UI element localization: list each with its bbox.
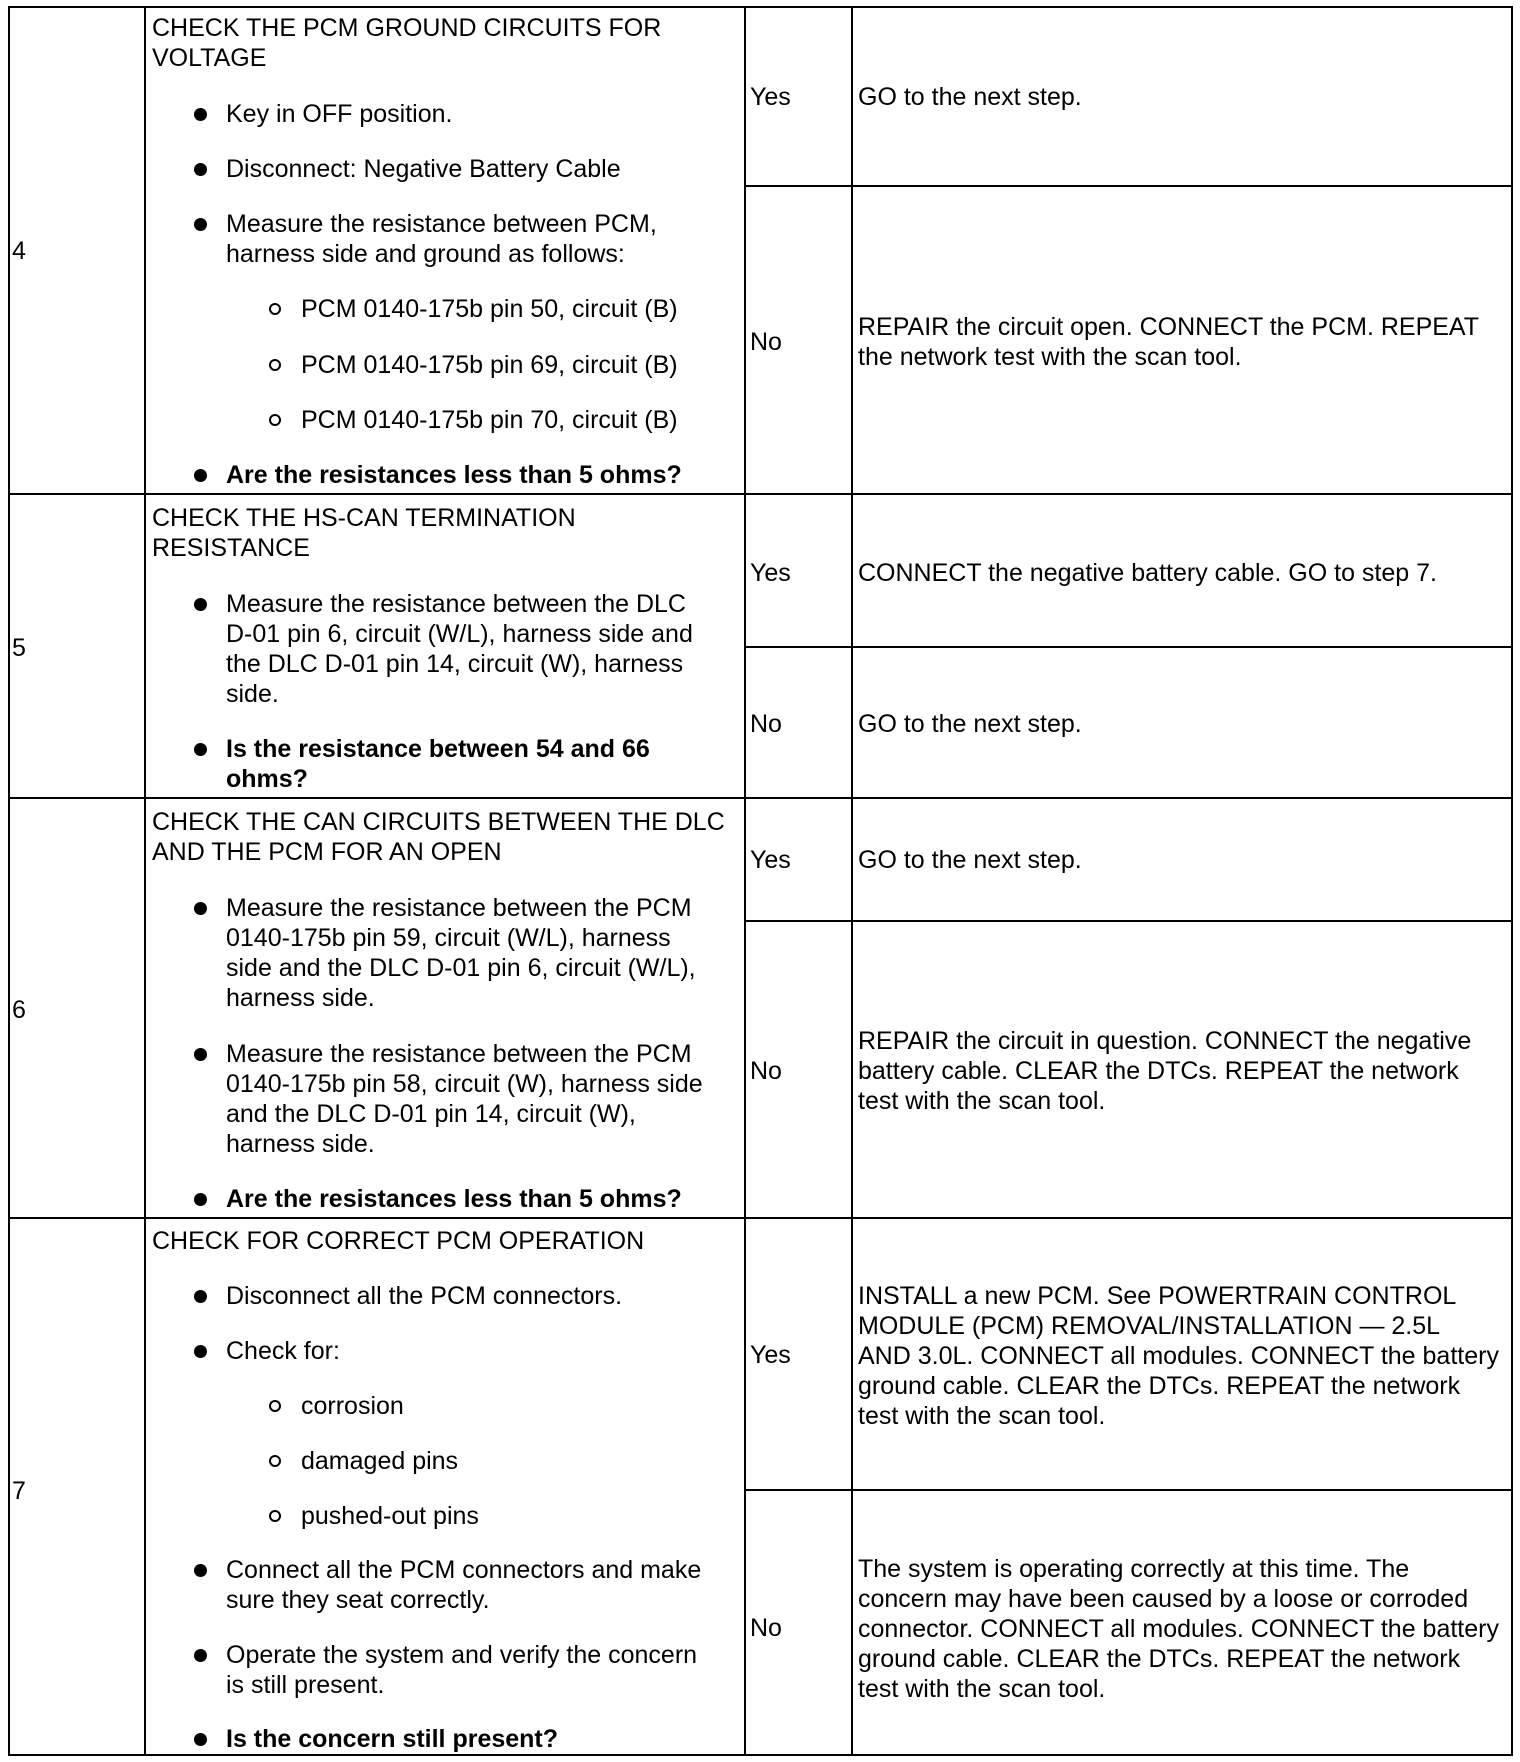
yes-action: GO to the next step. [858, 846, 1082, 874]
sub-bullet-icon [269, 303, 281, 315]
bullet-icon [194, 1048, 207, 1061]
step-title: CHECK THE PCM GROUND CIRCUITS FOR [152, 14, 662, 42]
check-item: Check for: [226, 1337, 340, 1365]
step-number: 6 [12, 996, 26, 1024]
check-item: and the DLC D-01 pin 14, circuit (W), [226, 1100, 636, 1128]
check-item: sure they seat correctly. [226, 1586, 490, 1614]
sub-item: damaged pins [301, 1447, 459, 1475]
check-item: Measure the resistance between the PCM [226, 894, 692, 922]
answer-divider [744, 646, 1513, 648]
bullet-icon [194, 902, 207, 915]
yes-action: ground cable. CLEAR the DTCs. REPEAT the network [858, 1372, 1461, 1400]
check-item: 0140-175b pin 58, circuit (W), harness side [226, 1070, 703, 1098]
row-divider [8, 1217, 1513, 1219]
yes-action: MODULE (PCM) REMOVAL/INSTALLATION — 2.5L [858, 1312, 1441, 1340]
check-item: Key in OFF position. [226, 100, 453, 128]
step-number: 5 [12, 634, 26, 662]
step-number: 4 [12, 237, 26, 265]
check-item: Operate the system and verify the concern [226, 1641, 698, 1669]
sub-bullet-icon [269, 414, 281, 426]
no-action: concern may have been caused by a loose or corroded [858, 1585, 1469, 1613]
no-action: REPAIR the circuit open. CONNECT the PCM. REPEAT [858, 313, 1480, 341]
column-divider [744, 6, 746, 1756]
no-action: GO to the next step. [858, 710, 1082, 738]
step-title: VOLTAGE [152, 44, 267, 72]
check-question: Are the resistances less than 5 ohms? [226, 1185, 682, 1213]
check-item: harness side and ground as follows: [226, 240, 625, 268]
bullet-icon [194, 1290, 207, 1303]
step-title: CHECK FOR CORRECT PCM OPERATION [152, 1227, 645, 1255]
answer-divider [744, 1489, 1513, 1491]
no-action: test with the scan tool. [858, 1675, 1106, 1703]
row-divider [8, 493, 1513, 495]
bullet-icon [194, 218, 207, 231]
no-action: connector. CONNECT all modules. CONNECT the battery [858, 1615, 1499, 1643]
sub-item: PCM 0140-175b pin 50, circuit (B) [301, 295, 678, 323]
yes-action: AND 3.0L. CONNECT all modules. CONNECT the battery [858, 1342, 1499, 1370]
bullet-icon [194, 469, 207, 482]
bullet-icon [194, 108, 207, 121]
row-divider [8, 797, 1513, 799]
step-number: 7 [12, 1477, 26, 1505]
bullet-icon [194, 1733, 207, 1746]
check-item: Measure the resistance between PCM, [226, 210, 657, 238]
sub-item: PCM 0140-175b pin 69, circuit (B) [301, 351, 678, 379]
check-question: Are the resistances less than 5 ohms? [226, 461, 682, 489]
column-divider [851, 6, 853, 1756]
yes-label: Yes [750, 559, 791, 587]
check-item: is still present. [226, 1671, 385, 1699]
check-item: the DLC D-01 pin 14, circuit (W), harness [226, 650, 684, 678]
yes-action: test with the scan tool. [858, 1402, 1106, 1430]
no-action: battery cable. CLEAR the DTCs. REPEAT the network [858, 1057, 1459, 1085]
bullet-icon [194, 1345, 207, 1358]
no-label: No [750, 1057, 782, 1085]
check-item: Connect all the PCM connectors and make [226, 1556, 702, 1584]
no-label: No [750, 1614, 782, 1642]
yes-label: Yes [750, 1341, 791, 1369]
check-item: 0140-175b pin 59, circuit (W/L), harness [226, 924, 671, 952]
no-action: REPAIR the circuit in question. CONNECT the negative [858, 1027, 1472, 1055]
yes-label: Yes [750, 846, 791, 874]
yes-label: Yes [750, 83, 791, 111]
step-title: AND THE PCM FOR AN OPEN [152, 838, 502, 866]
sub-bullet-icon [269, 359, 281, 371]
bullet-icon [194, 163, 207, 176]
sub-item: pushed-out pins [301, 1502, 479, 1530]
bullet-icon [194, 1649, 207, 1662]
bullet-icon [194, 743, 207, 756]
no-action: ground cable. CLEAR the DTCs. REPEAT the network [858, 1645, 1461, 1673]
check-item: Disconnect all the PCM connectors. [226, 1282, 623, 1310]
sub-item: PCM 0140-175b pin 70, circuit (B) [301, 406, 678, 434]
step-title: CHECK THE CAN CIRCUITS BETWEEN THE DLC [152, 808, 725, 836]
no-action: test with the scan tool. [858, 1087, 1106, 1115]
check-question: Is the resistance between 54 and 66 [226, 735, 650, 763]
sub-bullet-icon [269, 1510, 281, 1522]
bullet-icon [194, 1564, 207, 1577]
answer-divider [744, 185, 1513, 187]
check-item: D-01 pin 6, circuit (W/L), harness side and [226, 620, 693, 648]
no-action: The system is operating correctly at this time. The [858, 1555, 1410, 1583]
step-title: RESISTANCE [152, 534, 310, 562]
check-item: Disconnect: Negative Battery Cable [226, 155, 621, 183]
step-title: CHECK THE HS-CAN TERMINATION [152, 504, 576, 532]
sub-item: corrosion [301, 1392, 404, 1420]
check-item: side and the DLC D-01 pin 6, circuit (W/L), [226, 954, 696, 982]
check-item: harness side. [226, 984, 375, 1012]
sub-bullet-icon [269, 1400, 281, 1412]
no-action: the network test with the scan tool. [858, 343, 1242, 371]
check-item: harness side. [226, 1130, 375, 1158]
column-divider [144, 6, 146, 1756]
yes-action: GO to the next step. [858, 83, 1082, 111]
check-item: Measure the resistance between the DLC [226, 590, 686, 618]
bullet-icon [194, 1193, 207, 1206]
yes-action: INSTALL a new PCM. See POWERTRAIN CONTROL [858, 1282, 1457, 1310]
check-item: side. [226, 680, 279, 708]
bullet-icon [194, 598, 207, 611]
answer-divider [744, 920, 1513, 922]
check-question: ohms? [226, 765, 308, 793]
check-item: Measure the resistance between the PCM [226, 1040, 692, 1068]
sub-bullet-icon [269, 1455, 281, 1467]
yes-action: CONNECT the negative battery cable. GO to step 7. [858, 559, 1437, 587]
no-label: No [750, 710, 782, 738]
no-label: No [750, 328, 782, 356]
check-question: Is the concern still present? [226, 1725, 559, 1753]
